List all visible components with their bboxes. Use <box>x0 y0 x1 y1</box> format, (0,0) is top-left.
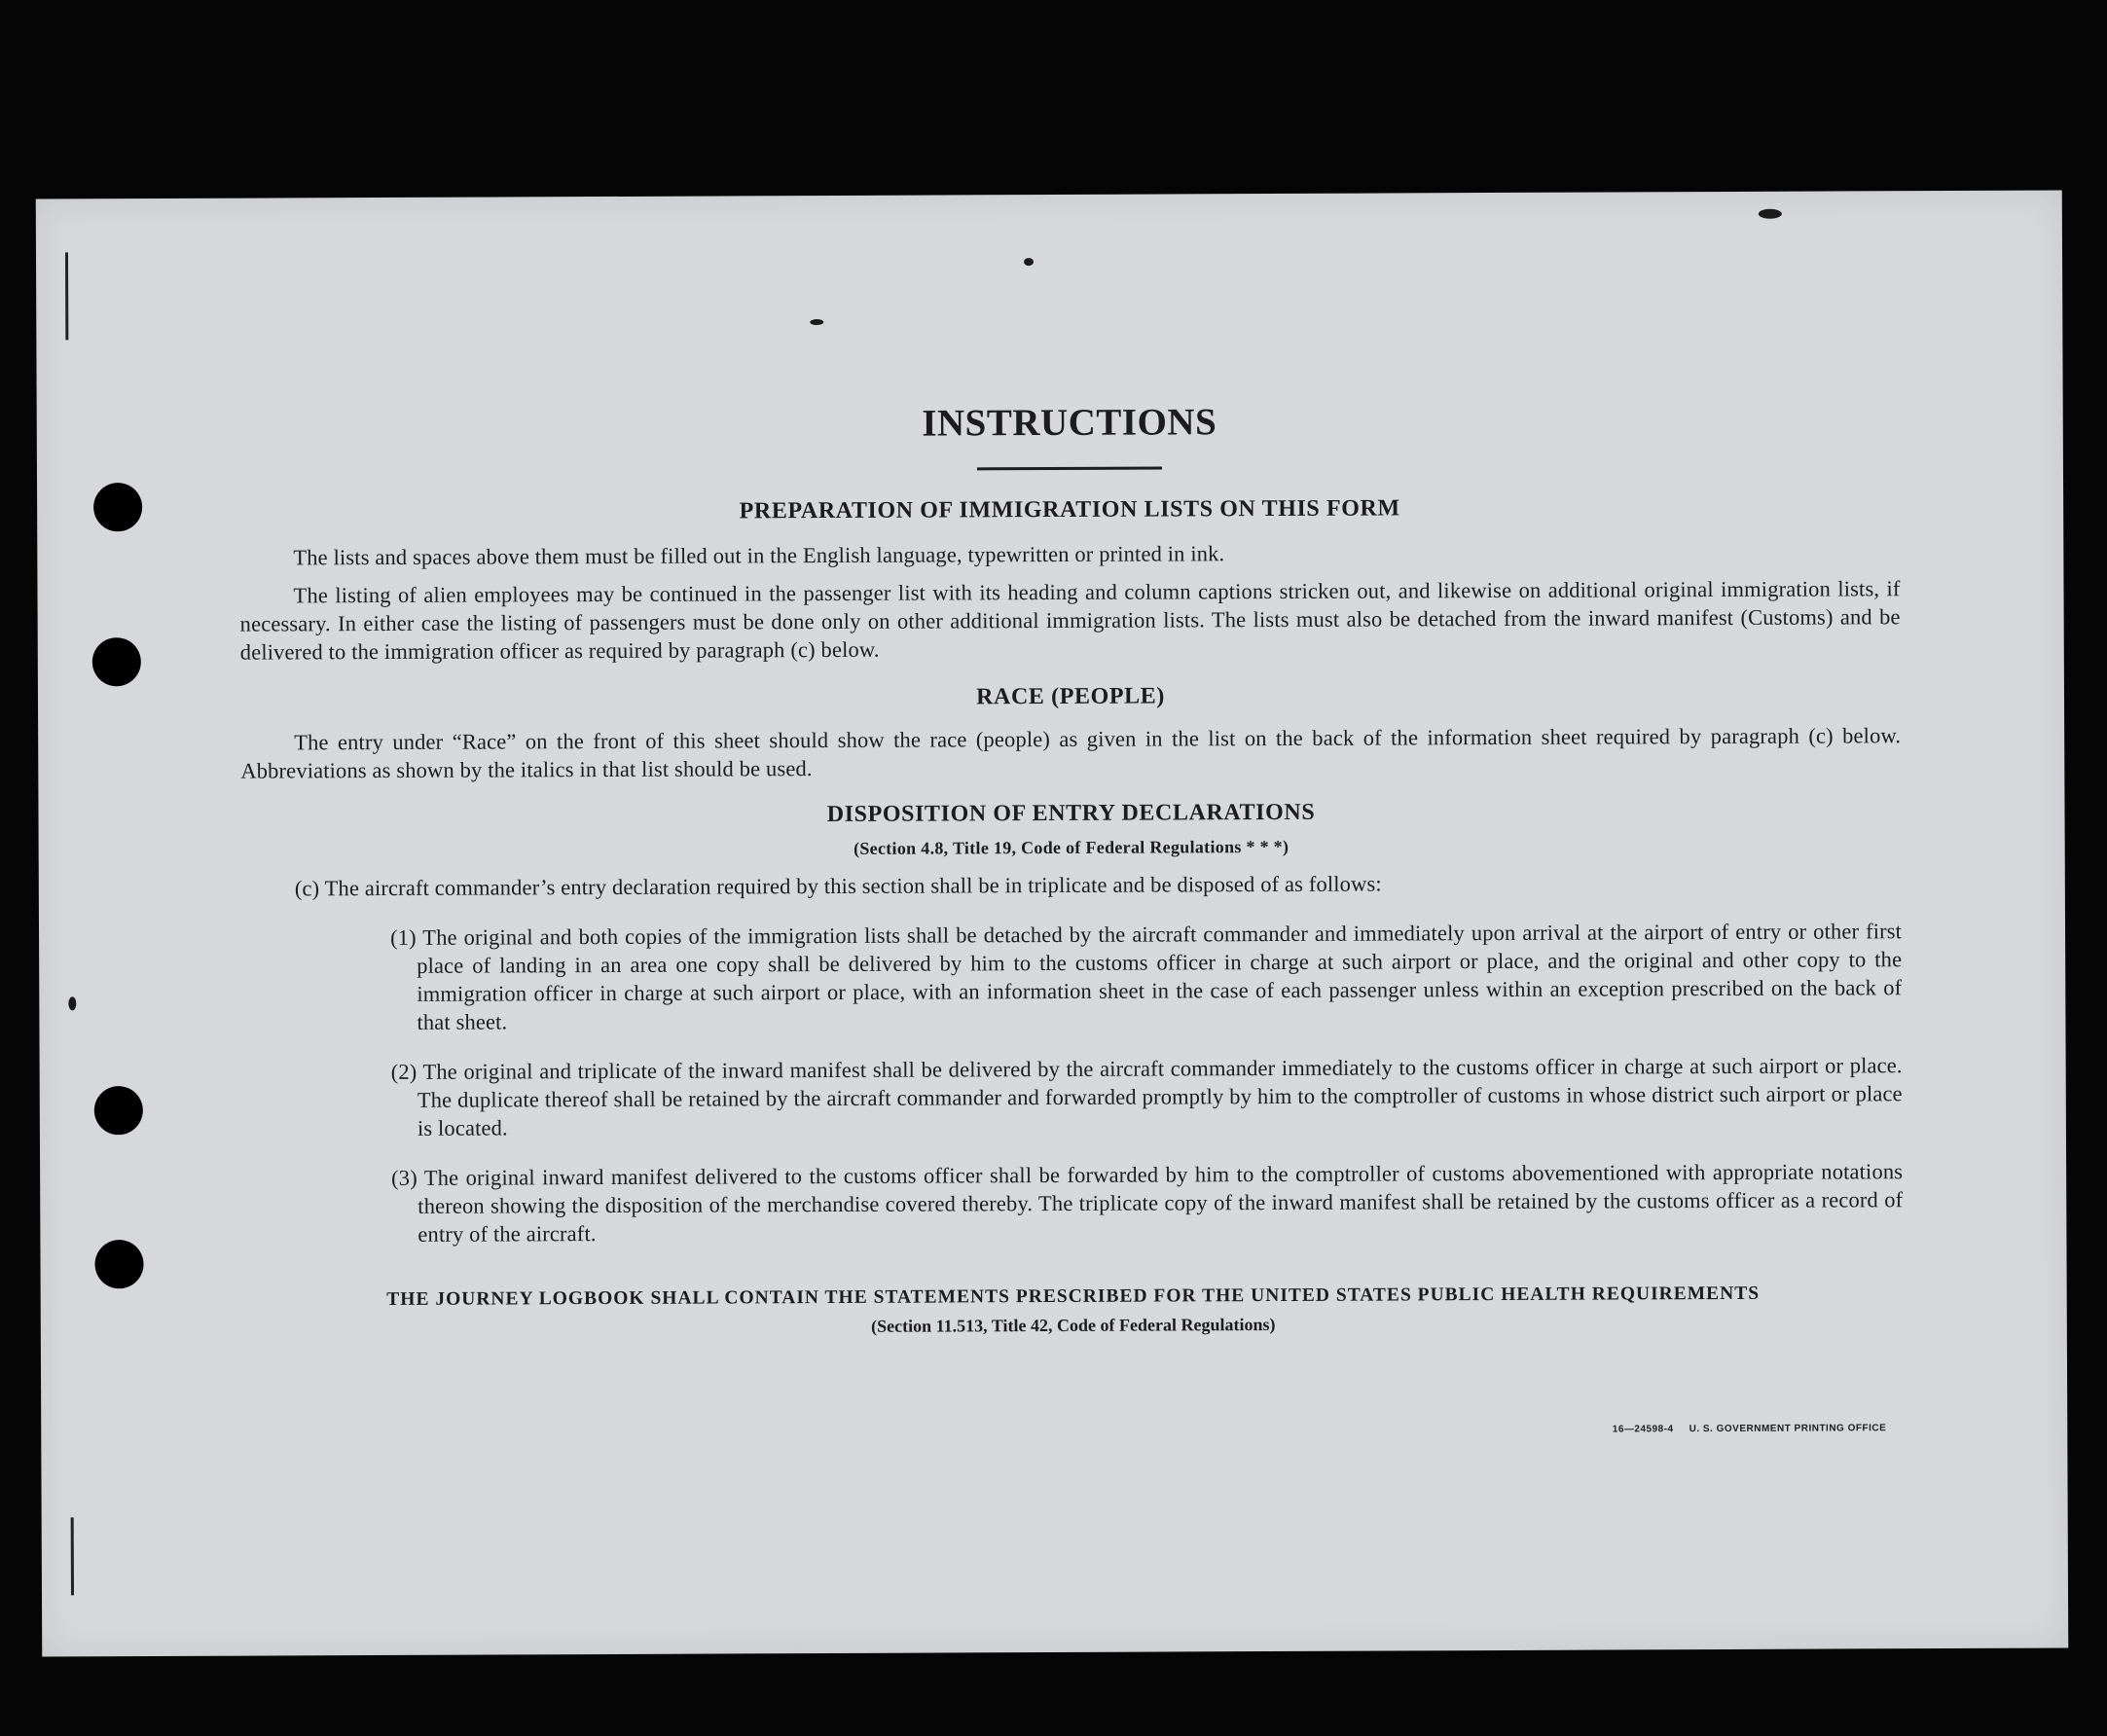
disposition-item-c: (c) The aircraft commander’s entry declaration required by this section shall be in triplicate and be disposed of as follows: <box>294 871 1382 901</box>
punch-hole <box>94 1240 143 1288</box>
race-heading: RACE (PEOPLE) <box>976 683 1165 710</box>
scan-speck <box>1759 209 1782 219</box>
document-sheet <box>36 190 2069 1656</box>
printer-imprint <box>1613 1423 1903 1434</box>
disposition-heading: DISPOSITION OF ENTRY DECLARATIONS <box>826 799 1316 828</box>
edge-mark <box>71 1517 74 1595</box>
disposition-item-3: (3) The original inward manifest delivered to the customs officer shall be forwarded by him to the comptroller of customs abovementioned with appropriate notations thereon showing the disposition of the merchandise covered thereby. The triplicate copy of the inward manifest shall be retained by the customs officer as a record of entry of the aircraft. <box>391 1159 1904 1247</box>
scan-speck <box>810 319 823 325</box>
disposition-citation: (Section 4.8, Title 19, Code of Federal Regulations * * *) <box>854 836 1290 858</box>
logbook-citation: (Section 11.513, Title 42, Code of Federal Regulations) <box>871 1315 1276 1336</box>
title-underline <box>977 467 1162 471</box>
punch-hole <box>94 1086 143 1135</box>
preparation-paragraph-2: The listing of alien employees may be continued in the passenger list with its heading and column captions stricken out, and likewise on additional original immigration lists, if necessary. In either case the listing of passengers must be done only on other additional immigration lists. The lists must also be detached from the inward manifest (Customs) and be delivered to the immigration officer as required by paragraph (c) below. <box>239 576 1901 665</box>
printer-name: U. S. GOVERNMENT PRINTING OFFICE <box>1689 1423 1887 1435</box>
edge-mark <box>65 252 68 340</box>
scan-speck <box>1024 258 1034 266</box>
page-title: INSTRUCTIONS <box>922 401 1217 445</box>
form-number: 16—24598-4 <box>1612 1424 1674 1435</box>
punch-hole <box>93 483 142 531</box>
preparation-paragraph-1: The lists and spaces above them must be filled out in the English language, typewritten or printed in ink. <box>293 541 1225 570</box>
logbook-heading: THE JOURNEY LOGBOOK SHALL CONTAIN THE STATEMENTS PRESCRIBED FOR THE UNITED STATES PUBLIC HEALTH REQUIREMENTS <box>386 1283 1761 1310</box>
scan-speck <box>68 996 76 1010</box>
punch-hole <box>92 637 141 686</box>
disposition-item-2: (2) The original and triplicate of the inward manifest shall be delivered by the aircraft commander immediately to the customs officer in charge at such airport or place. The duplicate thereof shall be retained by the aircraft commander and forwarded promptly by him to the comptroller of customs in whose district such airport or place is located. <box>390 1053 1903 1140</box>
preparation-heading: PREPARATION OF IMMIGRATION LISTS ON THIS FORM <box>739 495 1400 524</box>
disposition-item-1: (1) The original and both copies of the immigration lists shall be detached by the aircraft commander and immediately upon arrival at the airport of entry or other first place of landing in an area one copy shall be delivered by him to the customs officer in charge at such airport or place, and the original and other copy to the immigration officer in charge at such airport or place, with an information sheet in the case of each passenger unless within an exception prescribed on the back of that sheet. <box>390 919 1903 1034</box>
instructions-content <box>239 397 1904 1340</box>
race-paragraph: The entry under “Race” on the front of this sheet should show the race (people) as given in the list on the back of the information sheet required by paragraph (c) below. Abbreviations as shown by the italics in that list should be used. <box>240 723 1902 783</box>
